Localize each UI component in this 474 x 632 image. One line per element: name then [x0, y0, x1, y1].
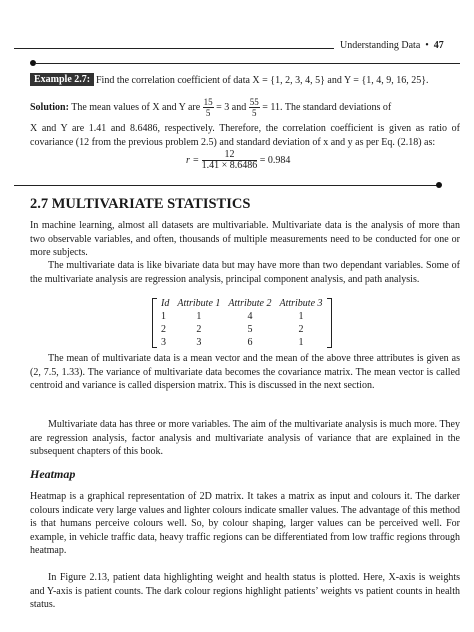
matrix-row — [157, 324, 327, 337]
matrix-cell: 1 — [161, 311, 166, 322]
r-value: = 0.984 — [259, 154, 291, 166]
data-matrix — [157, 298, 327, 350]
matrix-cell: 2 — [196, 324, 202, 335]
running-title: Understanding Data — [340, 40, 421, 51]
matrix-cell: 1 — [196, 311, 202, 322]
page-number: 47 — [433, 40, 444, 51]
example-end-dot — [436, 182, 442, 188]
matrix-header: Attribute 1 — [177, 298, 221, 309]
paragraph-1: In machine learning, almost all datasets are multivariable. Multivariate data is the analysis of more than two observable variables, and often, thousands of multiple measurements need to be conducted for one or more subjects. — [30, 220, 460, 258]
heatmap-title: Heatmap — [30, 467, 76, 481]
example-badge: Example 2.7: — [30, 73, 94, 86]
paragraph-2: The multivariate data is like bivariate data but may have more than two dependant variables. Some of the multivariate analysis are regression analysis, principal component analysis, and path analysis. — [30, 260, 460, 285]
solution-eq1: = 3 and — [216, 101, 247, 113]
running-header — [340, 40, 444, 51]
heatmap-paragraph-2: In Figure 2.13, patient data highlighting weight and health status is plotted. Here, X-axis is weights and Y-axis is patient counts. The dark colour regions highlight patients’ weights vs patient counts in health status. — [30, 572, 460, 610]
example-bottom-rule — [14, 185, 438, 186]
paragraph-4: Multivariate data has three or more variables. The aim of the multivariate analysis is much more. They are regression analysis, factor analysis and multivariate analysis of variance that are explained in the subsequent chapters of this book. — [30, 419, 460, 457]
matrix-cell: 4 — [247, 311, 253, 322]
section-title: 2.7 MULTIVARIATE STATISTICS — [30, 196, 251, 212]
solution-text-b: X and Y are 1.41 and 8.6486, respectively. Therefore, the correlation coefficient is given as ratio of covariance (12 from the previous problem 2.5) and standard deviation of x and y as per Eq. (2.18) as: — [30, 123, 460, 148]
correlation-formula — [186, 150, 426, 171]
matrix-header: Id — [161, 298, 170, 309]
paragraph-3: The mean of multivariate data is a mean vector and the mean of the above three attributes is given as (2, 7.5, 1.33). The variance of multivariate data becomes the covariance matrix. The mean vector is called centroid and variance is called dispersion matrix. This is discussed in the next section. — [30, 353, 460, 391]
matrix-cell: 3 — [196, 337, 202, 348]
example-question: Find the correlation coefficient of data X = {1, 2, 3, 4, 5} and Y = {1, 4, 9, 16, 25}. — [96, 75, 429, 86]
heatmap-paragraph-1: Heatmap is a graphical representation of 2D matrix. It takes a matrix as input and colours it. The darker colours indicate very large values and lighter colours indicate smaller values. The advantage of this method is that humans perceive colours well. So, by colour shaping, larger values can be perceived well. For example, in vehicle traffic data, heavy traffic regions can be differentiated from low traffic regions through heatmap. — [30, 491, 460, 556]
matrix-header-row — [157, 298, 327, 311]
solution-text-a: The mean values of X and Y are — [71, 101, 201, 113]
matrix-cell: 3 — [161, 337, 166, 348]
fraction-mean-y: $\frac{55}{5}$ — [249, 97, 259, 118]
solution-eq2: = 11. The standard deviations of — [262, 101, 392, 113]
correlation-fraction: $\frac{12}{1.41 \times 8.6486}$ — [201, 149, 258, 171]
matrix-row — [157, 337, 327, 350]
header-bullet: • — [425, 40, 429, 51]
example-top-rule — [36, 63, 460, 64]
header-rule — [14, 48, 334, 49]
solution-line-1 — [30, 97, 460, 118]
matrix-cell: 2 — [161, 324, 166, 335]
solution-label: Solution: — [30, 101, 69, 113]
r-label: r = — [186, 154, 200, 166]
fraction-mean-x: $\frac{15}{5}$ — [203, 97, 213, 118]
matrix-cell: 1 — [298, 311, 304, 322]
matrix-right-bracket — [327, 298, 332, 348]
matrix-left-bracket — [152, 298, 157, 348]
matrix-row — [157, 311, 327, 324]
matrix-cell: 5 — [247, 324, 253, 335]
matrix-header: Attribute 2 — [228, 298, 272, 309]
matrix-header: Attribute 3 — [279, 298, 323, 309]
matrix-cell: 1 — [298, 337, 304, 348]
matrix-cell: 2 — [298, 324, 304, 335]
matrix-cell: 6 — [247, 337, 253, 348]
